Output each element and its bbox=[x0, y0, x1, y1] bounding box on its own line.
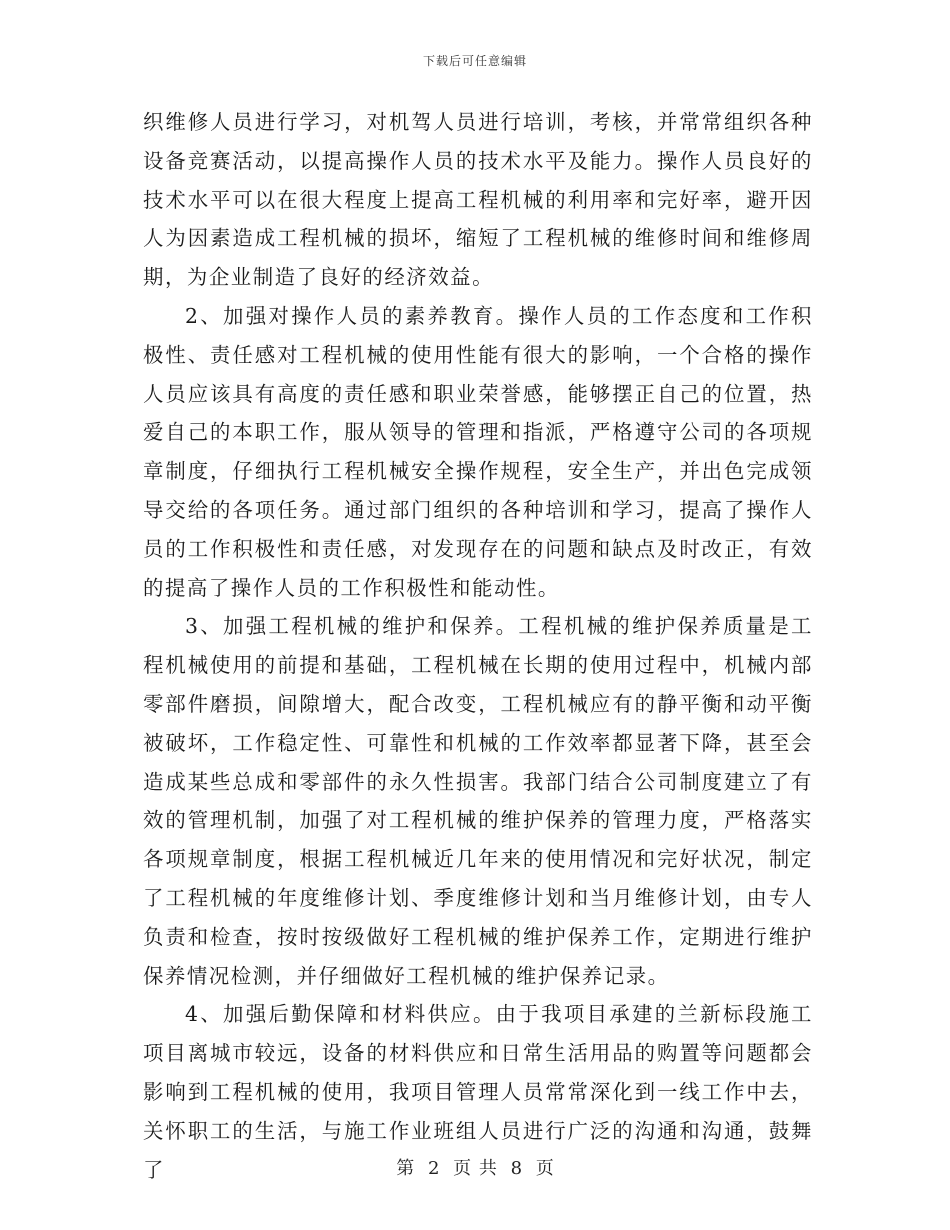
footer-prefix: 第 bbox=[396, 1158, 415, 1179]
page-header bbox=[0, 52, 950, 69]
document-body bbox=[143, 103, 813, 1189]
header-text: 下载后可任意编辑 bbox=[422, 54, 527, 68]
footer-total-pages: 8 bbox=[510, 1158, 523, 1179]
footer-middle: 页 共 bbox=[453, 1158, 497, 1179]
paragraph-3: 3、加强工程机械的维护和保养。工程机械的维护保养质量是工程机械使用的前提和基础，工程机械在长期的使用过程中，机械内部零部件磨损，间隙增大，配合改变，工程机械应有的静平衡和动平衡被破坏，工作稳定性、可靠性和机械的工作效率都显著下降，甚至会造成某些总成和零部件的永久性损害。我部门结合公司制度建立了有效的管理机制，加强了对工程机械的维护保养的管理力度，严格落实各项规章制度，根据工程机械近几年来的使用情况和完好状况，制定了工程机械的年度维修计划、季度维修计划和当月维修计划，由专人负责和检查，按时按级做好工程机械的维护保养工作，定期进行维护保养情况检测，并仔细做好工程机械的维护保养记录。 bbox=[143, 614, 813, 988]
page-footer bbox=[0, 1154, 950, 1180]
paragraph-1: 织维修人员进行学习，对机驾人员进行培训，考核，并常常组织各种设备竞赛活动，以提高操作人员的技术水平及能力。操作人员良好的技术水平可以在很大程度上提高工程机械的利用率和完好率，避开因人为因素造成工程机械的损坏，缩短了工程机械的维修时间和维修周期，为企业制造了良好的经济效益。 bbox=[143, 110, 813, 290]
paragraph-2: 2、加强对操作人员的素养教育。操作人员的工作态度和工作积极性、责任感对工程机械的使用性能有很大的影响，一个合格的操作人员应该具有高度的责任感和职业荣誉感，能够摆正自己的位置，热爱自己的本职工作，服从领导的管理和指派，严格遵守公司的各项规章制度，仔细执行工程机械安全操作规程，安全生产，并出色完成领导交给的各项任务。通过部门组织的各种培训和学习，提高了操作人员的工作积极性和责任感，对发现存在的问题和缺点及时改正，有效的提高了操作人员的工作积极性和能动性。 bbox=[143, 303, 813, 600]
footer-suffix: 页 bbox=[535, 1158, 554, 1179]
paragraph-4: 4、加强后勤保障和材料供应。由于我项目承建的兰新标段施工项目离城市较远，设备的材料供应和日常生活用品的购置等问题都会影响到工程机械的使用，我项目管理人员常常深化到一线工作中去，关怀职工的生活，与施工作业班组人员进行广泛的沟通和沟通，鼓舞了 bbox=[143, 1002, 813, 1182]
footer-page-number: 2 bbox=[427, 1158, 440, 1179]
